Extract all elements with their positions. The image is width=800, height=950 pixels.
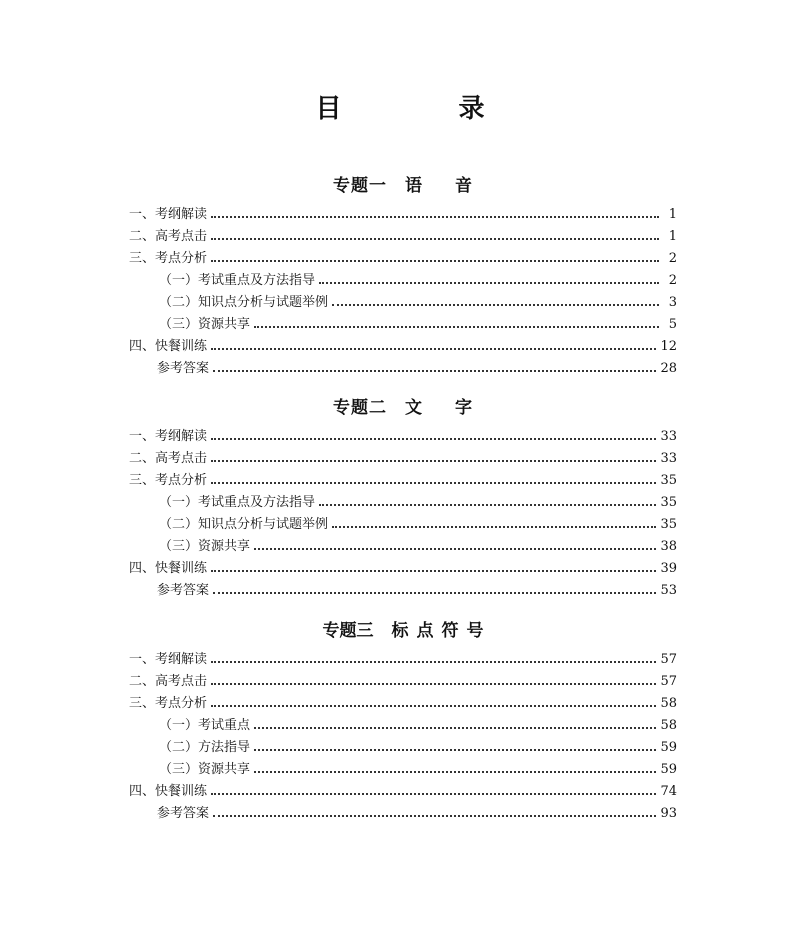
toc-page-number: 12	[660, 339, 677, 354]
toc-leader-dots	[254, 727, 656, 729]
toc-answers-entry[interactable]	[129, 358, 677, 380]
toc-entry[interactable]	[129, 448, 677, 470]
section-title-prefix: 专题一	[333, 176, 387, 196]
toc-answers-entry[interactable]	[129, 580, 677, 602]
toc-leader-dots	[319, 504, 656, 506]
toc-leader-dots	[213, 592, 656, 594]
toc-entry-label: （一）考试重点	[159, 718, 251, 733]
section-title-word: 字	[455, 398, 473, 418]
toc-entry-label: （一）考试重点及方法指导	[159, 273, 316, 288]
toc-leader-dots	[211, 216, 659, 218]
toc-leader-dots	[254, 548, 656, 550]
toc-leader-dots	[211, 661, 656, 663]
toc-page-number: 35	[660, 473, 677, 488]
toc-leader-dots	[211, 238, 659, 240]
section-title-prefix: 专题二	[333, 398, 387, 418]
toc-entry-label: （一）考试重点及方法指导	[159, 495, 316, 510]
toc-entry[interactable]	[129, 671, 677, 693]
toc-entry-label: 三、考点分析	[129, 251, 208, 266]
toc-subentry[interactable]	[129, 270, 677, 292]
toc-section-1	[129, 174, 677, 380]
toc-entry-label: 四、快餐训练	[129, 784, 208, 799]
toc-leader-dots	[211, 482, 656, 484]
toc-leader-dots	[254, 326, 659, 328]
toc-page-number: 35	[660, 517, 677, 532]
toc-subentry[interactable]	[129, 759, 677, 781]
toc-leader-dots	[254, 771, 656, 773]
toc-page-number: 35	[660, 495, 677, 510]
toc-page-number: 2	[668, 273, 677, 288]
toc-entry-label: 参考答案	[157, 361, 210, 376]
toc-leader-dots	[211, 683, 656, 685]
toc-section-2	[129, 396, 677, 602]
toc-page-number: 38	[660, 539, 677, 554]
toc-page-number: 93	[660, 806, 677, 821]
toc-leader-dots	[254, 749, 656, 751]
toc-page-number: 3	[668, 295, 677, 310]
toc-entry[interactable]	[129, 204, 677, 226]
toc-entry[interactable]	[129, 693, 677, 715]
toc-section-3	[129, 619, 677, 825]
toc-subentry[interactable]	[129, 314, 677, 336]
toc-answers-entry[interactable]	[129, 803, 677, 825]
page-title: 目 录	[315, 94, 539, 124]
toc-page-number: 1	[668, 207, 677, 222]
section-title-word: 号	[466, 621, 484, 641]
toc-page-number: 59	[660, 762, 677, 777]
toc-entry[interactable]	[129, 336, 677, 358]
toc-entry[interactable]	[129, 226, 677, 248]
toc-leader-dots	[213, 815, 656, 817]
toc-leader-dots	[332, 526, 656, 528]
toc-entry-label: （二）知识点分析与试题举例	[159, 517, 329, 532]
toc-entry-label: （三）资源共享	[159, 539, 251, 554]
toc-leader-dots	[319, 282, 659, 284]
toc-subentry[interactable]	[129, 715, 677, 737]
section-title-word: 文	[405, 398, 423, 418]
toc-page-number: 33	[660, 451, 677, 466]
section-title-word: 音	[455, 176, 473, 196]
toc-entry-label: 一、考纲解读	[129, 207, 208, 222]
toc-page-number: 2	[668, 251, 677, 266]
toc-entry-label: （三）资源共享	[159, 317, 251, 332]
toc-page-number: 1	[668, 229, 677, 244]
toc-entry-label: 二、高考点击	[129, 674, 208, 689]
toc-page-number: 5	[668, 317, 677, 332]
section-title	[129, 174, 677, 198]
toc-leader-dots	[332, 304, 659, 306]
toc-entry[interactable]	[129, 248, 677, 270]
toc-entry-label: 二、高考点击	[129, 229, 208, 244]
toc-entry-label: 三、考点分析	[129, 473, 208, 488]
toc-entry-label: 四、快餐训练	[129, 561, 208, 576]
toc-page-number: 28	[660, 361, 677, 376]
toc-entry[interactable]	[129, 649, 677, 671]
section-title-word: 语	[405, 176, 423, 196]
toc-subentry[interactable]	[129, 737, 677, 759]
toc-page-number: 33	[660, 429, 677, 444]
toc-entry-label: 二、高考点击	[129, 451, 208, 466]
toc-entry[interactable]	[129, 426, 677, 448]
section-title-prefix: 专题三	[322, 621, 374, 641]
toc-page-number: 58	[660, 718, 677, 733]
toc-page-number: 57	[660, 674, 677, 689]
section-title-word: 点	[416, 621, 434, 641]
toc-leader-dots	[213, 370, 656, 372]
toc-page-number: 59	[660, 740, 677, 755]
toc-leader-dots	[211, 793, 656, 795]
toc-page-number: 57	[660, 652, 677, 667]
toc-leader-dots	[211, 260, 659, 262]
toc-entry-label: 一、考纲解读	[129, 652, 208, 667]
toc-page-number: 58	[660, 696, 677, 711]
toc-page-number: 74	[660, 784, 677, 799]
toc-leader-dots	[211, 570, 656, 572]
toc-leader-dots	[211, 705, 656, 707]
toc-leader-dots	[211, 438, 656, 440]
toc-entry[interactable]	[129, 558, 677, 580]
section-title	[129, 396, 677, 420]
toc-subentry[interactable]	[129, 536, 677, 558]
toc-subentry[interactable]	[129, 492, 677, 514]
section-title-word: 标	[391, 621, 409, 641]
toc-leader-dots	[211, 460, 656, 462]
toc-entry-label: （二）方法指导	[159, 740, 251, 755]
toc-entry[interactable]	[129, 781, 677, 803]
section-title-word: 符	[441, 621, 459, 641]
toc-entry-label: 参考答案	[157, 583, 210, 598]
toc-entry-label: 四、快餐训练	[129, 339, 208, 354]
toc-entry-label: 一、考纲解读	[129, 429, 208, 444]
toc-page-number: 39	[660, 561, 677, 576]
toc-entry-label: （二）知识点分析与试题举例	[159, 295, 329, 310]
toc-entry-label: 参考答案	[157, 806, 210, 821]
toc-subentry[interactable]	[129, 292, 677, 314]
toc-entry[interactable]	[129, 470, 677, 492]
toc-page-number: 53	[660, 583, 677, 598]
toc-entry-label: （三）资源共享	[159, 762, 251, 777]
toc-leader-dots	[211, 348, 656, 350]
toc-subentry[interactable]	[129, 514, 677, 536]
toc-entry-label: 三、考点分析	[129, 696, 208, 711]
section-title	[129, 619, 677, 643]
